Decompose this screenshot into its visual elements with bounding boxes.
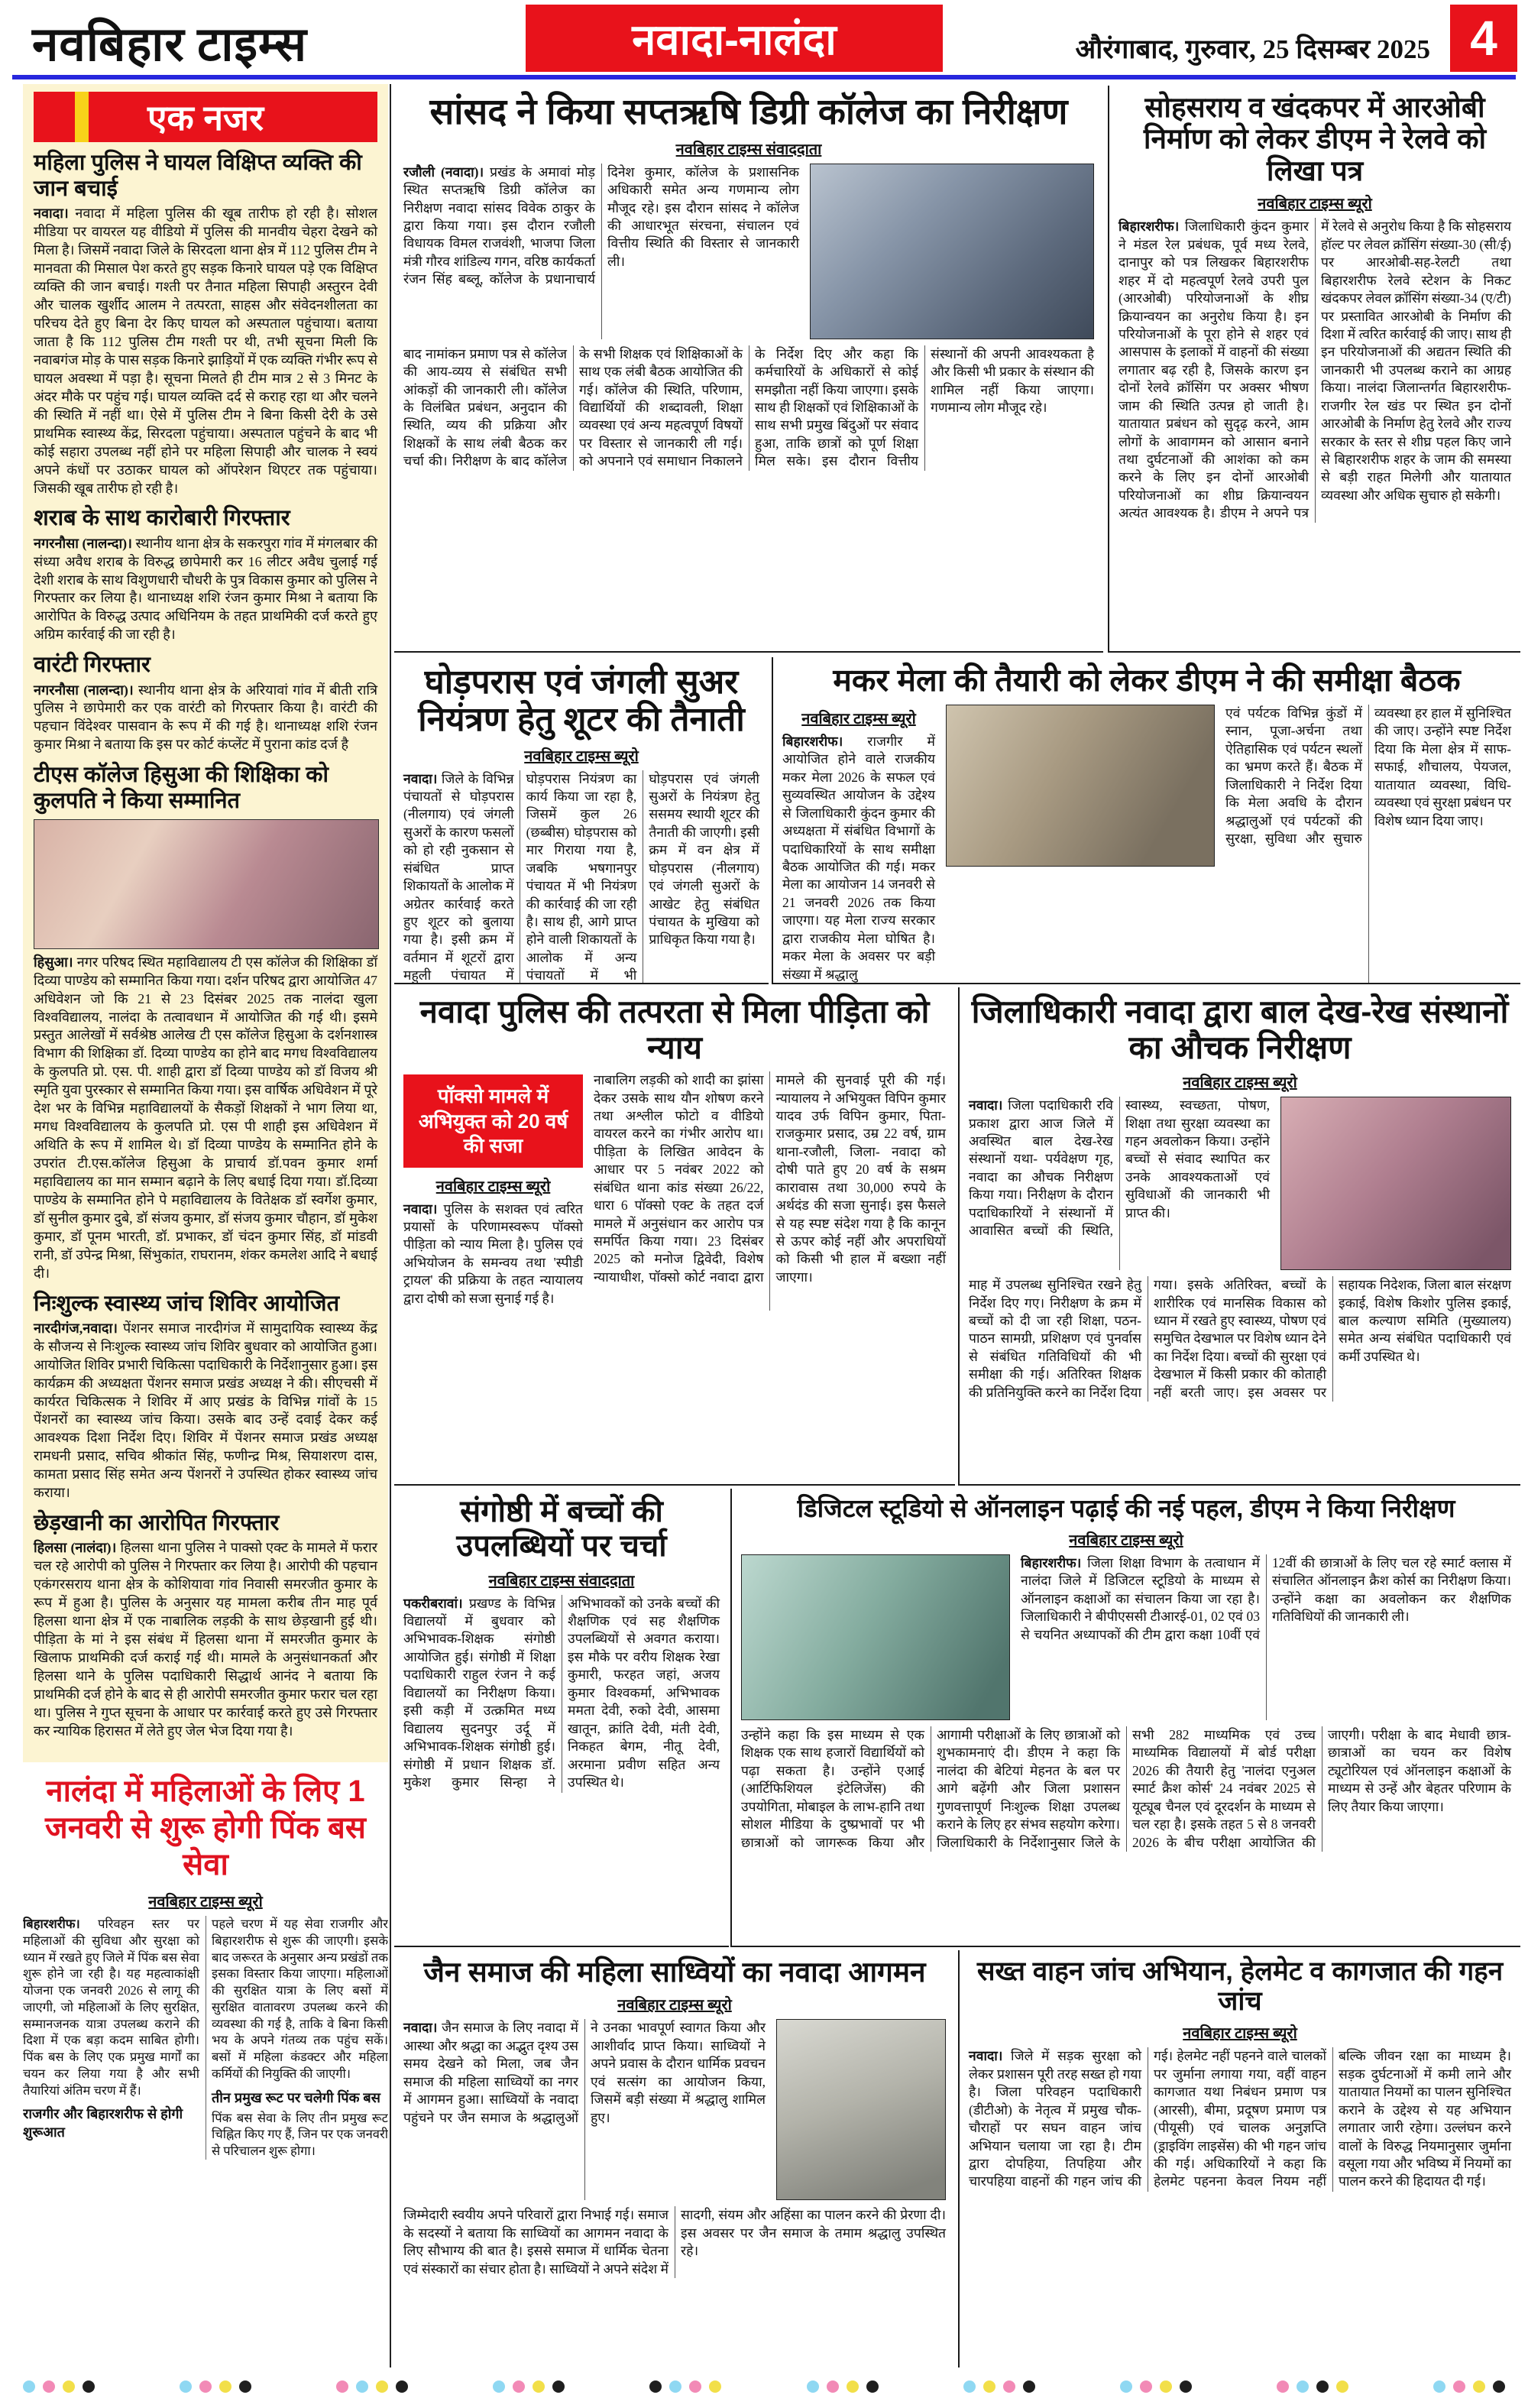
pink-bus-body: बिहारशरीफ। परिवहन स्तर पर महिलाओं की सुविधा और सुरक्षा को ध्यान में रखते हुए जिले में पिंक बस सेवा शुरू होने जा रही है। यह महत्वाकांक्षी योजना एक जनवरी 2026 से लागू की जाएगी, जो महिलाओं के लिए सुरक्षित, सम्मानजनक यात्रा उपलब्ध कराने की दिशा में एक बड़ा कदम साबित होगी। पिंक बस के लिए एक प्रमुख मार्गों का चयन कर लिया गया है और सभी तैयारियां अंतिम चरण में हैं। राजगीर और बिहारशरीफ से होगी शुरूआत पहले चरण में यह सेवा राजगीर और बिहारशरीफ से शुरू की जाएगी। इसके बाद जरूरत के अनुसार अन्य प्रखंडों तक इसका विस्तार किया जाएगा। महिलाओं की सुरक्षित यात्रा के लिए बसों में सुरक्षित वातावरण उपलब्ध करने की व्यवस्था की गई है, ताकि वे बिना किसी भय के अपने गंतव्य तक पहुंच सकें। बसों में महिला कंडक्टर और महिला कर्मियों की नियुक्ति की जाएगी। तीन प्रमुख रूट पर चलेगी पिंक बस पिंक बस सेवा के लिए तीन प्रमुख रूट चिह्नित किए गए हैं, जिन पर एक जनवरी से परिचालन शुरू होगा। [23, 1917, 388, 2159]
rail-story-body: नगरनौसा (नालन्दा)। स्थानीय थाना क्षेत्र के सकरपुरा गांव में मंगलबार की संध्या अवैध शराब के विरुद्ध छापेमारी कर 16 लीटर अवैध चुलाई गई देशी शराब के साथ विशुणधारी चौधरी के पुत्र विकास कुमार को पुलिस ने गिरफ्तार कर लिया है। थानाध्यक्ष शशि रंजन कुमार मिश्रा ने बताया कि आरोपित के विरुद्ध उत्पाद अधिनियम के तहत प्राथमिकी दर्ज करते हुए अग्रिम कार्रवाई की जा रही है। [34, 535, 377, 643]
story-vahan-janch [958, 1950, 1520, 2367]
rail-story-headline: महिला पुलिस ने घायल विक्षिप्त व्यक्ति की जान बचाई [34, 151, 362, 202]
rail-story-body: नगरनौसा (नालन्दा)। स्थानीय थाना क्षेत्र के अरियावां गांव में बीती रात्रि पुलिस ने छापेमारी कर एक वारंटी को गिरफ्तार किया है। वारंटी की पहचान विंदेश्वर पासवान के रूप में की गई है। थानाध्यक्ष शशि रंजन कुमार मिश्रा ने बताया कि इस पर कोर्ट कंप्लेंट में पुराना कांड दर्ज है [34, 682, 378, 753]
banner-stripe [75, 92, 89, 142]
headline: जिलाधिकारी नवादा द्वारा बाल देख-रेख संस्थानों का औचक निरीक्षण [971, 993, 1509, 1066]
story-body: बाद नामांकन प्रमाण पत्र से कॉलेज की आय-व्यय से संबंधित सभी आंकड़ों की जानकारी ली। कॉलेज के विलंबित प्रबंधन, अनुदान की स्थिति, व्यय की प्रक्रिया और शिक्षकों के साथ लंबी बैठक कर चर्चा की। निरीक्षण के बाद कॉलेज के सभी शिक्षक एवं शिक्षिकाओं के साथ एक लंबी बैठक आयोजित की गई। कॉलेज की स्थिति, परिणाम, विद्यार्थियों की शब्दावली, शिक्षा व्यवस्था एवं अन्य महत्वपूर्ण विषयों पर विस्तार से जानकारी ली गई। को अपनाने एवं समाधान निकालने के निर्देश दिए और कहा कि कर्मचारियों के अधिकारों से कोई समझौता नहीं किया जाएगा। इसके साथ ही शिक्षकों एवं शिक्षिकाओं के साथ सभी प्रमुख बिंदुओं पर संवाद हुआ, ताकि छात्रों को पूर्ण शिक्षा मिल सके। इस दौरान वित्तीय संस्थानों की अपनी आवश्यकता है और किसी भी प्रकार के संस्थान की शामिल नहीं किया जाएगा। गणमान्य लोग मौजूद रहे। [403, 345, 1094, 469]
story-police-justice [394, 987, 955, 1486]
photo-college-inspection [810, 164, 1094, 339]
byline: नवबिहार टाइम्स ब्यूरो [1069, 1531, 1183, 1549]
ek-nazar-banner [34, 92, 377, 142]
page-number: 4 [1450, 5, 1517, 72]
story-jain-samaj [394, 1950, 955, 2367]
byline: नवबिहार टाइम्स ब्यूरो [148, 1894, 263, 1911]
story-body: नवादा। जिले में सड़क सुरक्षा को लेकर प्रशासन पूरी तरह सख्त हो गया है। जिला परिवहन पदाधिकारी (डीटीओ) के नेतृत्व में प्रमुख चौक-चौराहों पर सघन वाहन जांच अभियान चलाया जा रहा है। टीम द्वारा दोपहिया, तिपहिया और चारपहिया वाहनों की गहन जांच की गई। हेलमेट नहीं पहनने वाले चालकों पर जुर्माना लगाया गया, वहीं वाहन कागजात यथा निबंधन प्रमाण पत्र (आरसी), बीमा, प्रदूषण प्रमाण पत्र (पीयूसी) एवं चालक अनुज्ञप्ति (ड्राइविंग लाइसेंस) की भी गहन जांच की गई। अधिकारियों ने कहा कि हेलमेट पहनना केवल नियम नहीं बल्कि जीवन रक्षा का माध्यम है। सड़क दुर्घटनाओं में कमी लाने और यातायात नियमों का पालन सुनिश्चित कराने के उद्देश्य से यह अभियान लगातार जारी रहेगा। उल्लंघन करने वालों के विरुद्ध नियमानुसार जुर्माना वसूला गया और भविष्य में नियमों का पालन करने की हिदायत दी गई। [969, 2048, 1511, 2189]
date-line: औरंगाबाद, गुरुवार, 25 दिसम्बर 2025 [1075, 34, 1430, 64]
rail-story-body: नवादा। नवादा में महिला पुलिस की खूब तारीफ हो रही है। सोशल मीडिया पर वायरल यह वीडियो में पुलिस की मानवीय चेहरा देखने को मिला है। जिसमें नवादा जिले के सिरदला थाना क्षेत्र में 112 पुलिस टीम ने मानवता की मिसाल पेश करते हुए सड़क किनारे घायल पड़े एक विक्षिप्त व्यक्ति की जान बचाई। गश्ती पर तैनात महिला सिपाही अस्तुरन देवी और चालक खुर्शीद आलम ने तत्परता, साहस और संवेदनशीलता का परिचय देते हुए बिना देर किए घायल को अस्पताल पहुंचाया। बताया जाता है कि 112 पुलिस टीम गश्ती पर थी, तभी सूचना मिली कि नवाबगंज मोड़ के पास सड़क किनारे झाड़ियों में एक व्यक्ति गंभीर रूप से घायल अवस्था में पड़ा है। सूचना मिलते ही टीम मात्र 2 से 3 मिनट के अंदर मौके पर पहुंच गई। घायल व्यक्ति दर्द से कराह रहा था और चलने की स्थिति में नहीं था। ऐसे में पुलिस टीम ने बिना किसी देरी के उसे प्राथमिक स्वास्थ्य केंद्र, सिरदला पहुंचाया। अस्पताल पहुंचने के बाद भी कोई सहारा उपलब्ध नहीं होने पर महिला सिपाही और चालक ने स्वयं अपने कंधों पर उठाकर घायल को ऑपरेशन थिएटर तक पहुंचाया। जिसकी खूब तारीफ हो रही है। [34, 206, 377, 496]
story-body: बिहारशरीफ। जिला शिक्षा विभाग के तत्वाधान में नालंदा जिले में डिजिटल स्टूडियो के माध्यम से ऑनलाइन कक्षाओं का संचालन किया जा रहा है। जिलाधिकारी ने बीपीएससी टीआरई-01, 02 एवं 03 से चयनित अध्यापकों की टीम द्वारा कक्षा 10वीं एवं 12वीं की छात्राओं के लिए चल रहे स्मार्ट क्लास में संचालित ऑनलाइन क्रैश कोर्स का निरीक्षण किया। उन्होंने कक्षा का अवलोकन कर शैक्षणिक गतिविधियों की जानकारी ली। [1021, 1554, 1511, 1642]
byline: नवबिहार टाइम्स ब्यूरो [524, 747, 639, 765]
headline: डिजिटल स्टूडियो से ऑनलाइन पढ़ाई की नई पहल, डीएम ने किया निरीक्षण [797, 1494, 1455, 1522]
rail-story-headline: वारंटी गिरफ्तार [34, 653, 151, 678]
story-body: उन्होंने कहा कि इस माध्यम से एक शिक्षक एक साथ हजारों विद्यार्थियों को पढ़ा सकता है। उन्होंने एआई (आर्टिफिशियल इंटेलिजेंस) की उपयोगिता, मोबाइल के लाभ-हानि तथा सोशल मीडिया के दुष्प्रभावों पर भी छात्राओं को जागरूक किया और आगामी परीक्षाओं के लिए छात्राओं को शुभकामनाएं दी। डीएम ने कहा कि नालंदा की बेटियां मेहनत के बल पर आगे बढ़ेंगी और जिला प्रशासन गुणवत्तापूर्ण निःशुल्क शिक्षा उपलब्ध कराने के लिए हर संभव सहयोग करेगा। जिलाधिकारी के निर्देशानुसार जिले के सभी 282 माध्यमिक एवं उच्च माध्यमिक विद्यालयों में बोर्ड परीक्षा 2026 की तैयारी हेतु 'नालंदा एनुअल स्मार्ट क्रैश कोर्स' 24 नवंबर 2025 से यूट्यूब चैनल एवं दूरदर्शन के माध्यम से चल रहा है। इसके तहत 5 से 8 जनवरी 2026 के बीच परीक्षा आयोजित की जाएगी। परीक्षा के बाद मेधावी छात्र-छात्राओं का चयन कर विशेष ट्यूटोरियल एवं ऑनलाइन कक्षाओं के माध्यम से उन्हें और बेहतर परिणाम के लिए तैयार किया जाएगा। [741, 1726, 1511, 1850]
story-body: नवादा। जिला पदाधिकारी रवि प्रकाश द्वारा आज जिले में अवस्थित बाल देख-रेख संस्थानों यथा- पर्यवेक्षण गृह, नवादा का औचक निरीक्षण किया गया। निरीक्षण के दौरान पदाधिकारियों ने संस्थानों में आवासित बच्चों की स्थिति, स्वास्थ्य, स्वच्छता, पोषण, शिक्षा तथा सुरक्षा व्यवस्था का गहन अवलोकन किया। उन्होंने बच्चों से संवाद स्थापित कर उनके आवश्यकताओं एवं सुविधाओं की जानकारी भी प्राप्त की। [969, 1097, 1270, 1239]
story-body: बिहारशरीफ। जिलाधिकारी कुंदन कुमार ने मंडल रेल प्रबंधक, पूर्व मध्य रेलवे, दानापुर को पत्र लिखकर बिहारशरीफ शहर में दो महत्वपूर्ण रेलवे उपरी पुल (आरओबी) परियोजनाओं के शीघ्र क्रियान्वयन का अनुरोध किया है। इन परियोजनाओं के पूरा होने से शहर एवं आसपास के इलाकों में वाहनों की संख्या लगातार बढ़ रही है, जिसके कारण इन दोनों रेलवे क्रॉसिंग पर अक्सर भीषण जाम की स्थिति उत्पन्न हो जाती है। यातायात प्रबंधन को सुदृढ़ करने, आम लोगों के आवागमन को आसान बनाने तथा दुर्घटनाओं की आशंका को कम करने के लिए इन दोनों आरओबी परियोजनाओं का शीघ्र क्रियान्वयन अत्यंत आवश्यक है। डीएम ने अपने पत्र में रेलवे से अनुरोध किया है कि सोहसराय हॉल्ट पर लेवल क्रॉसिंग संख्या-30 (सी/ई) पर आरओबी-सह-रेलटी तथा बिहारशरीफ रेलवे स्टेशन के निकट खंदकपर लेवल क्रॉसिंग संख्या-34 (ए/टी) पर प्रस्तावित आरओबी के निर्माण की दिशा में त्वरित कार्रवाई की जाए। साथ ही इन परियोजनाओं की अद्यतन स्थिति की जानकारी भी उपलब्ध कराने का आग्रह किया। नालंदा जिलान्तर्गत बिहारशरीफ-राजगीर रेल खंड पर स्थित इन दोनों आरओबी के निर्माण हेतु रेलवे और राज्य सरकार के स्तर से शीघ्र पहल किए जाने से बिहारशरीफ शहर के जाम की समस्या से बड़ी राहत मिलेगी और यातायात व्यवस्था और अधिक सुचारु हो सकेगी। [1118, 219, 1511, 521]
story-body: एवं पर्यटक विभिन्न कुंडों में स्नान, पूजा-अर्चना तथा ऐतिहासिक एवं पर्यटन स्थलों का भ्रमण करते हैं। बैठक में जिलाधिकारी ने निर्देश दिया कि मेला अवधि के दौरान श्रद्धालुओं एवं पर्यटकों की सुरक्षा, सुविधा और सुचारु व्यवस्था हर हाल में सुनिश्चित की जाए। उन्होंने स्पष्ट निर्देश दिया कि मेला क्षेत्र में साफ-सफाई, शौचालय, पेयजल, यातायात व्यवस्था, विधि-व्यवस्था एवं सुरक्षा प्रबंधन पर विशेष ध्यान दिया जाए। [1225, 705, 1511, 846]
photo-sadhvi-arrival [776, 2019, 946, 2200]
story-body: पकरीबरावां। प्रखण्ड के विभिन्न विद्यालयों में बुधवार को अभिभावक-शिक्षक संगोष्ठी आयोजित हुई। संगोष्ठी में शिक्षा पदाधिकारी राहुल रंजन ने कई विद्यालयों का निरीक्षण किया। इसी कड़ी में उत्क्रमित मध्य विद्यालय सुदनपुर उर्दू में अभिभावक-शिक्षक संगोष्ठी हुई। संगोष्ठी में प्रधान शिक्षक डॉ. मुकेश कुमार सिन्हा ने अभिभावकों को उनके बच्चों की शैक्षणिक एवं सह शैक्षणिक उपलब्धियों से अवगत कराया। इस मौके पर वरीय शिक्षक रेखा कुमारी, फरहत जहां, अजय कुमार विश्वकर्मा, अभिभावक ममता देवी, रुको देवी, आसमा खातून, क्रांति देवी, मंती देवी, निकहत बेगम, नीतू देवी, अरमाना प्रवीण सहित अन्य उपस्थित थे। [403, 1595, 720, 1790]
rail-divider [390, 84, 391, 2367]
ek-nazar-rail [23, 84, 388, 1762]
rail-story-headline: छेड़खानी का आरोपित गिरफ्तार [34, 1511, 280, 1536]
pink-bus-subhead-2: तीन प्रमुख रूट पर चलेगी पिंक बस [212, 2089, 380, 2105]
story-pink-bus [23, 1770, 388, 2369]
rail-story-body: हिसुआ। नगर परिषद स्थित महाविद्यालय टी एस कॉलेज की शिक्षिका डॉ दिव्या पाण्डेय को सम्मानित किया गया। दर्शन परिषद द्वारा आयोजित 47 अधिवेशन जो कि 21 से 23 दिसंबर 2025 तक नालंदा खुला विश्वविद्यालय, नालंदा के तत्वावधान में आयोजित की गई थी। इसमे प्रस्तुत आलेखों में सर्वश्रेष्ठ आलेख टी एस कॉलेज हिसुआ के दर्शनशास्त्र विभाग की शिक्षिका डॉ. दिव्या पाण्डेय का होने बाद मगध विश्वविद्यालय के कुलपति प्रो. एस. पी. शाही द्वारा डॉ दिव्या पाण्डेय को डॉ विजय श्री स्मृति युवा पुरस्कार से सम्मानित किया गया। इस वार्षिक अधिवेशन में पूरे देश भर के विभिन्न महाविद्यालयों के सैकड़ों शिक्षकों ने भाग लिया था, मगध विश्वविद्यालय के कुलपति प्रो. एस पी शाही इस अधिवेशन में अथिति के रूप में शामिल थे। डॉ दिव्या पाण्डेय के सम्मानित होने के उपरांत टी.एस.कॉलेज हिसुआ के प्राचार्य डॉ.पवन कुमार शर्मा महाविद्यालय का मान सम्मान बढ़ाने के लिए बधाई दिया गया। डॉ.दिव्या पाण्डेय के सम्मानित होने पे महाविद्यालय के वितेक्षक डॉ स्वर्गेश कुमार, डॉ सुनील कुमार दुबे, डॉ संजय कुमार, डॉ संजय कुमार चौहान, डॉ मुकेश कुमार, डॉ पूनम भारती, डॉ. प्रभाकर, डॉ चंदन कुमार सिंह, डॉ मांडवी रानी, डॉ उपेन्द्र मिश्रा, सिंभुकांत, राघरानम, शंकर कमलेश आदि ने बधाई दी। [34, 954, 377, 1281]
byline: नवबिहार टाइम्स ब्यूरो [801, 710, 916, 728]
pink-bus-headline: नालंदा में महिलाओं के लिए 1 जनवरी से शुरू होगी पिंक बस सेवा [45, 1774, 366, 1881]
headline: संगोष्ठी में बच्चों की उपलब्धियों पर चर्चा [456, 1495, 667, 1563]
byline: नवबिहार टाइम्स ब्यूरो [1183, 1074, 1297, 1092]
pink-bus-subhead-1: राजगीर और बिहारशरीफ से होगी शुरूआत [23, 2106, 183, 2141]
story-makar-mela [772, 657, 1520, 984]
story-digital-studio [730, 1489, 1520, 1947]
story-body: पॉक्सो मामले में अभियुक्त को 20 वर्ष की सजा नवबिहार टाइम्स ब्यूरो नवादा। पुलिस के सशक्त एवं त्वरित प्रयासों के परिणामस्वरूप पॉक्सो पीड़िता को न्याय मिला है। पुलिस एवं अभियोजन के समन्वय तथा 'स्पीडी ट्रायल' की प्रक्रिया के तहत न्यायालय द्वारा दोषी को सजा सुनाई गई है। [403, 1071, 583, 1311]
rail-story-body: नारदीगंज,नवादा। पेंशनर समाज नारदीगंज में सामुदायिक स्वास्थ्य केंद्र के सौजन्य से निःशुल्क स्वास्थ्य जांच शिविर बुधवार को आयोजित हुआ। आयोजित शिविर प्रभारी चिकित्सा पदाधिकारी के निर्देशानुसार हुआ। इस कार्यक्रम की अध्यक्षता पेंशनर समाज प्रखंड अध्यक्ष ने की। सीएचसी में कार्यरत चिकित्सक ने शिविर में आए प्रखंड के विभिन्न गांवों के 15 पेंशनरों का स्वास्थ्य जांच किया। उसके बाद उन्हें दवाई देकर कई आवश्यक दिशा निर्देश दिए। शिविर में पेंशनर समाज प्रखंड अध्यक्ष रामधनी प्रसाद, सचिव श्रीकांत सिंह, फणीन्द्र मिश्र, सियाशरण दास, कामता प्रसाद सिंह समेत अन्य पेंशनरों ने उपस्थित होकर स्वास्थ्य जांच कराया। [34, 1320, 378, 1501]
headline: मकर मेला की तैयारी को लेकर डीएम ने की समीक्षा बैठक [833, 663, 1461, 698]
story-rob-letter [1108, 86, 1520, 653]
masthead-rule [12, 75, 1516, 79]
story-sangoshthi [394, 1489, 729, 1947]
story-body: नाबालिग लड़की को शादी का झांसा देकर उसके साथ यौन शोषण करने तथा अश्लील फोटो व वीडियो वायरल करने का गंभीर आरोप था। पीड़िता के लिखित आवेदन के आधार पर 5 नवंबर 2022 को संबंधित थाना कांड संख्या 26/22, धारा 6 पॉक्सो एक्ट के तहत दर्ज मामले में अनुसंधान कर आरोप पत्र समर्पित किया गया। 23 दिसंबर 2025 को मनोज द्विवेदी, विशेष न्यायाधीश, पॉक्सो कोर्ट नवादा द्वारा मामले की सुनवाई पूरी की गई। न्यायालय ने अभियुक्त विपिन कुमार यादव उर्फ विपिन कुमार, पिता- राजकुमार प्रसाद, उम्र 22 वर्ष, ग्राम थाना-रजौली, जिला- नवादा को दोषी पाते हुए 20 वर्ष के सश्रम कारावास तथा 30,000 रुपये के अर्थदंड की सजा सुनाई। इस फैसले से यह स्पष्ट संदेश गया है कि कानून से ऊपर कोई नहीं और अपराधियों को किसी भी हाल में बख्शा नहीं जाएगा। [594, 1072, 946, 1285]
byline: नवबिहार टाइम्स ब्यूरो [1258, 196, 1372, 213]
photo-award-ceremony [34, 819, 379, 949]
rail-story-headline: निःशुल्क स्वास्थ्य जांच शिविर आयोजित [34, 1291, 340, 1316]
headline: सोहसराय व खंदकपर में आरओबी निर्माण को लेकर डीएम ने रेलवे को लिखा पत्र [1143, 92, 1487, 186]
story-dm-inspection [958, 987, 1520, 1486]
rail-story-headline: शराब के साथ कारोबारी गिरफ्तार [34, 506, 290, 531]
story-shooter [394, 657, 769, 984]
headline: घोड़परास एवं जंगली सुअर नियंत्रण हेतु शूटर की तैनाती [418, 663, 745, 739]
headline: जैन समाज की महिला साध्वियों का नवादा आगमन [423, 1956, 926, 1988]
rail-story-headline: टीएस कॉलेज हिसुआ की शिक्षिका को कुलपति ने किया सम्मानित [34, 763, 329, 814]
byline: नवबिहार टाइम्स ब्यूरो [617, 1997, 732, 2014]
story-body: नवादा। जिले के विभिन्न पंचायतों से घोड़परास (नीलगाय) एवं जंगली सुअरों के कारण फसलों को हो रही नुकसान से संबंधित प्राप्त शिकायतों के आलोक में अग्रेतर कार्रवाई करते हुए शूटर को बुलाया गया है। इसी क्रम में वर्तमान में शूटरों द्वारा महुली पंचायत में घोड़परास नियंत्रण का कार्य किया जा रहा है, जिसमें कुल 26 (छब्बीस) घोड़परास को मार गिराया गया है, जबकि भषगानपुर पंचायत में भी नियंत्रण की कार्रवाई की जा रही है। साथ ही, आगे प्राप्त होने वाली शिकायतों के आलोक में अन्य पंचायतों में भी घोड़परास एवं जंगली सुअरों के नियंत्रण हेतु ससमय स्थायी शूटर की तैनाती की जाएगी। इसी क्रम में वन क्षेत्र में घोड़परास (नीलगाय) एवं जंगली सुअरों के आखेट हेतु संबंधित पंचायत के मुखिया को प्राधिकृत किया गया है। [403, 770, 759, 984]
photo-smart-class [741, 1554, 1010, 1720]
headline: सख्त वाहन जांच अभियान, हेलमेट व कागजात की गहन जांच [976, 1956, 1504, 2017]
photo-review-meeting [946, 705, 1215, 867]
headline: सांसद ने किया सप्तऋषि डिग्री कॉलेज का निरीक्षण [429, 91, 1068, 131]
story-body: नवबिहार टाइम्स ब्यूरो बिहारशरीफ। राजगीर में आयोजित होने वाले राजकीय मकर मेला 2026 के सफल एवं सुव्यवस्थित आयोजन के उद्देश्य से जिलाधिकारी कुंदन कुमार की अध्यक्षता में संबंधित विभागों के पदाधिकारियों के साथ समीक्षा बैठक आयोजित की गई। मकर मेला का आयोजन 14 जनवरी से 21 जनवरी 2026 तक किया जाएगा। यह मेला राज्य सरकार द्वारा राजकीय मेला घोषित है। मकर मेला के अवसर पर बड़ी संख्या में श्रद्धालु [782, 705, 935, 984]
banner-title: एक नजर [147, 98, 264, 138]
byline: नवबिहार टाइम्स संवाददाता [488, 1572, 635, 1590]
edition-banner: नवादा-नालंदा [526, 5, 943, 72]
story-mp-inspection [394, 86, 1103, 653]
byline: नवबिहार टाइम्स संवाददाता [675, 141, 822, 158]
headline: नवादा पुलिस की तत्परता से मिला पीड़िता को न्याय [419, 993, 930, 1066]
byline: नवबिहार टाइम्स ब्यूरो [1183, 2025, 1297, 2043]
story-body: माह में उपलब्ध सुनिश्चित रखने हेतु निर्देश दिए गए। निरीक्षण के क्रम में बच्चों को दी जा रही शिक्षा, पठन-पाठन सामग्री, प्रशिक्षण एवं पुनर्वास से संबंधित गतिविधियों की भी समीक्षा की गई। अतिरिक्त शिक्षक की प्रतिनियुक्ति करने का निर्देश दिया गया। इसके अतिरिक्त, बच्चों के शारीरिक एवं मानसिक विकास को ध्यान में रखते हुए स्वास्थ्य, पोषण एवं समुचित देखभाल पर विशेष ध्यान देने का निर्देश दिया। बच्चों की सुरक्षा एवं देखभाल में किसी प्रकार की कोताही नहीं बरती जाए। इस अवसर पर सहायक निदेशक, जिला बाल संरक्षण इकाई, विशेष किशोर पुलिस इकाई, बाल कल्याण समिति (मुख्यालय) समेत अन्य संबंधित पदाधिकारी एवं कर्मी उपस्थित थे। [969, 1277, 1511, 1400]
rail-story-body: हिलसा (नालंदा)। हिलसा थाना पुलिस ने पाक्सो एक्ट के मामले में फरार चल रहे आरोपी को पुलिस ने गिरफ्तार कर लिया है। आरोपी की पहचान एकंगरसराय थाना क्षेत्र के कोशियावा गांव निवासी समरजीत कुमार के रूप में हुआ है। पुलिस के अनुसार यह मामला करीब तीन माह पूर्व हिलसा थाना क्षेत्र में एक नाबालिक लड़की के साथ छेड़खानी हुई थी। पीड़िता के मां ने इस संबंध में हिलसा थाना में समरजीत कुमार के खिलाफ प्राथमिकी दर्ज कराई गई थी। मामले के अनुसंधानकर्ता और हिलसा थाने के पुलिस पदाधिकारी सिद्धार्थ आनंद ने बताया कि प्राथमिकी दर्ज होने के बाद से ही आरोपी समरजीत कुमार फरार चल रहा था। पुलिस ने गुप्त सूचना के आधार पर कार्रवाई करते हुए उसे गिरफ्तार कर न्यायिक हिरासत में लेते हुए जेल भेज दिया गया है। [34, 1540, 377, 1739]
sentence-highlight-box: पॉक्सो मामले में अभियुक्त को 20 वर्ष की सजा [403, 1074, 583, 1168]
print-registration-marks [23, 2377, 1505, 2397]
story-body: जिम्मेदारी स्वयीय अपने परिवारों द्वारा निभाई गई। समाज के सदस्यों ने बताया कि साध्वियों का आगमन नवादा के लिए सौभाग्य की बात है। इससे समाज में धार्मिक चेतना एवं संस्कारों का संचार होता है। साध्वियों ने अपने संदेश में सादगी, संयम और अहिंसा का पालन करने की प्रेरणा दी। इस अवसर पर जैन समाज के तमाम श्रद्धालु उपस्थित रहे। [403, 2207, 946, 2277]
paper-name: नवबिहार टाइम्स [32, 19, 307, 71]
story-body: रजौली (नवादा)। प्रखंड के अमावां मोड़ स्थित सप्तऋषि डिग्री कॉलेज का निरीक्षण नवादा सांसद विवेक ठाकुर के द्वारा किया गया। इस दौरान रजौली विधायक विमल राजवंशी, भाजपा जिला मंत्री गौरव शांडिल्य गगन, वरिष्ठ कार्यकर्ता रंजन सिंह बब्लू, कॉलेज के प्रधानाचार्य दिनेश कुमार, कॉलेज के प्रशासनिक अधिकारी समेत अन्य गणमान्य लोग मौजूद रहे। इस दौरान सांसद ने कॉलेज की आधारभूत संरचना, संचालन एवं वित्तीय स्थिति की विस्तार से जानकारी ली। [403, 164, 799, 287]
byline: नवबिहार टाइम्स ब्यूरो [435, 1178, 551, 1195]
story-body: नवादा। जैन समाज के लिए नवादा में आस्था और श्रद्धा का अद्भुत दृश्य उस समय देखने को मिला, जब जैन समाज की महिला साध्वियों का नगर में आगमन हुआ। साध्वियों के नवादा पहुंचने पर जैन समाज के श्रद्धालुओं ने उनका भावपूर्ण स्वागत किया और आशीर्वाद प्राप्त किया। साध्वियों ने अपने प्रवास के दौरान धार्मिक प्रवचन एवं सत्संग का आयोजन किया, जिसमें बड़ी संख्या में श्रद्धालु शामिल हुए। [403, 2020, 766, 2125]
photo-childcare-inspection [1280, 1097, 1511, 1270]
